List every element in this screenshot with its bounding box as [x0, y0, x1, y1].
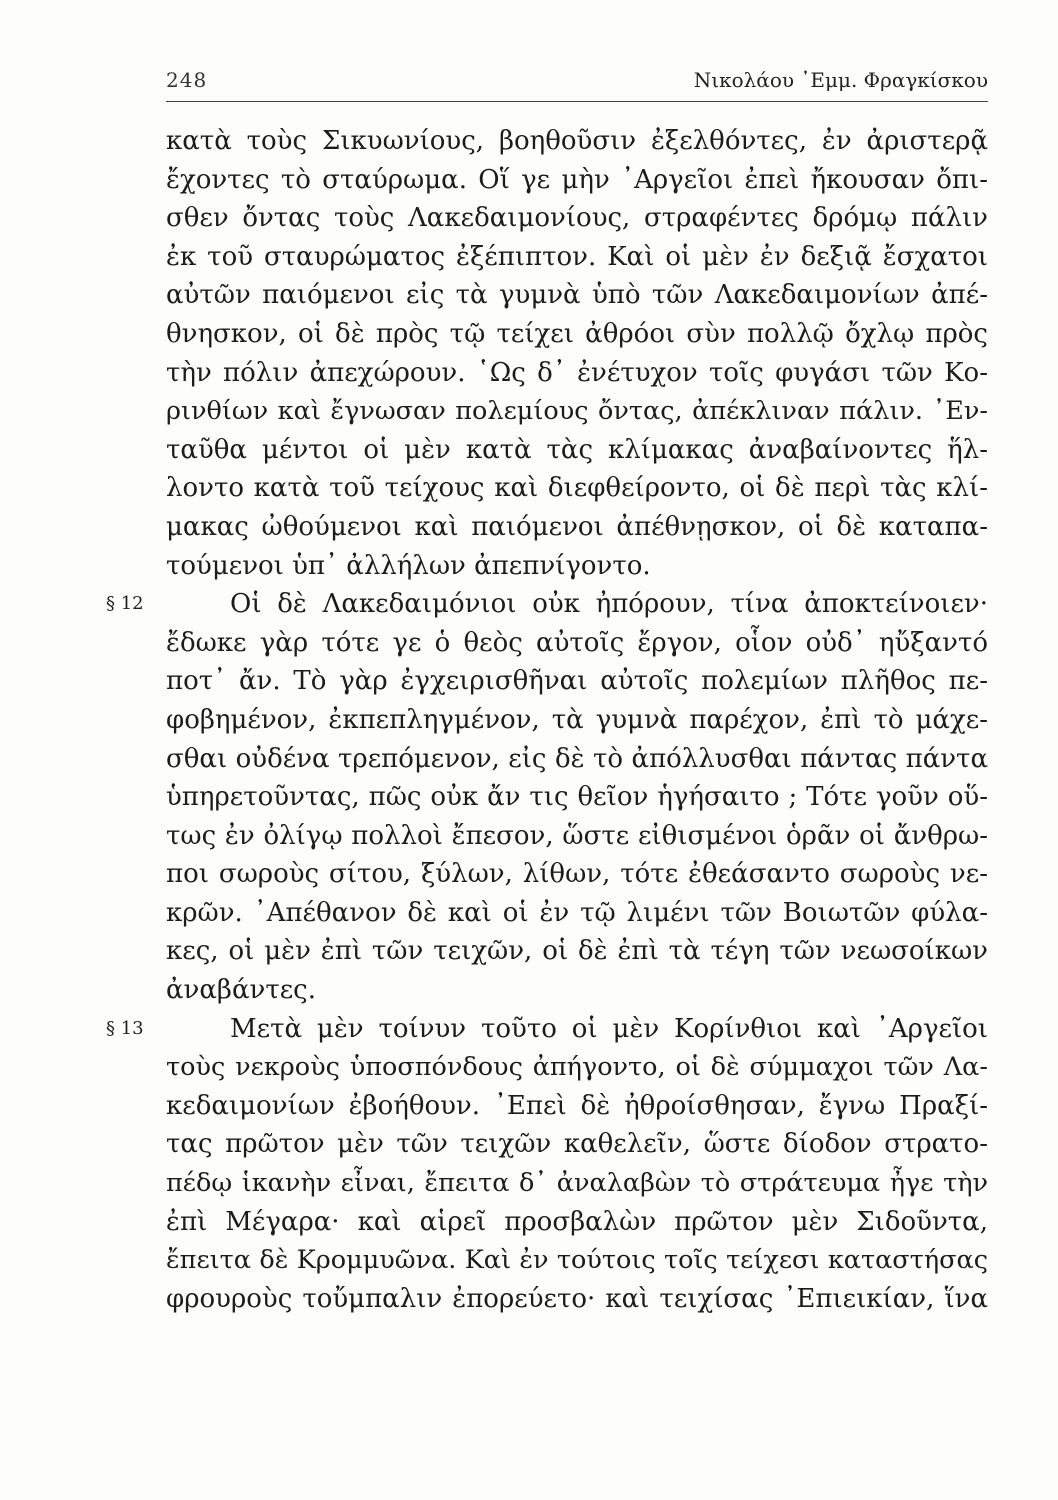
text-line: [166, 855, 988, 894]
line-text: ρινθίων καὶ ἔγνωσαν πολεμίους ὄντας, ἀπέκλιναν πάλιν. ᾿Εν-: [166, 396, 988, 427]
text-line: [166, 701, 988, 740]
text-line: [166, 1280, 988, 1319]
page-header: [166, 68, 988, 102]
text-line: [166, 1241, 988, 1280]
text-line: [166, 1203, 988, 1242]
text-line: [166, 1048, 988, 1087]
line-text: φρουροὺς τοὔμπαλιν ἐπορεύετο· καὶ τειχίσας ᾿Επιεικίαν, ἵνα: [166, 1283, 988, 1314]
line-text: σθαι οὐδένα τρεπόμενον, εἰς δὲ τὸ ἀπόλλυσθαι πάντας πάντα: [166, 743, 988, 774]
text-line: [166, 740, 988, 779]
line-text: τας πρῶτον μὲν τῶν τειχῶν καθελεῖν, ὥστε δίοδον στρατο-: [166, 1129, 988, 1160]
running-head: Νικολάου ᾿Εμμ. Φραγκίσκου: [693, 68, 988, 92]
line-text: ἐκ τοῦ σταυρώματος ἐξέπιπτον. Καὶ οἱ μὲν ἐν δεξιᾷ ἔσχατοι: [166, 241, 988, 272]
text-line: [166, 122, 988, 161]
line-text: κες, οἱ μὲν ἐπὶ τῶν τειχῶν, οἱ δὲ ἐπὶ τὰ τέγη τῶν νεωσοίκων: [166, 936, 988, 967]
text-line: [166, 431, 988, 470]
line-text: ἀναβάντες.: [166, 975, 316, 1006]
line-text: ὑπηρετοῦντας, πῶς οὐκ ἄν τις θεῖον ἡγήσαιτο ; Τότε γοῦν οὕ-: [166, 782, 988, 813]
section-marker: § 12: [106, 593, 144, 615]
text-line: [166, 276, 988, 315]
line-text: μακας ὠθούμενοι καὶ παιόμενοι ἀπέθνῃσκον, οἱ δὲ καταπα-: [166, 511, 988, 542]
line-text: Οἱ δὲ Λακεδαιμόνιοι οὐκ ἠπόρουν, τίνα ἀποκτείνοιεν·: [230, 589, 988, 620]
text-line: [166, 932, 988, 971]
line-text: θνησκον, οἱ δὲ πρὸς τῷ τείχει ἀθρόοι σὺν πολλῷ ὄχλῳ πρὸς: [166, 318, 988, 349]
text-line: [166, 392, 988, 431]
text-line: [166, 1125, 988, 1164]
line-text: λοντο κατὰ τοῦ τείχους καὶ διεφθείροντο, οἱ δὲ περὶ τὰς κλί-: [166, 473, 988, 504]
line-text: ἐπὶ Μέγαρα· καὶ αἱρεῖ προσβαλὼν πρῶτον μὲν Σιδοῦντα,: [166, 1206, 988, 1237]
line-text: Μετὰ μὲν τοίνυν τοῦτο οἱ μὲν Κορίνθιοι καὶ ᾿Αργεῖοι: [230, 1013, 988, 1044]
line-text: σθεν ὄντας τοὺς Λακεδαιμονίους, στραφέντες δρόμῳ πάλιν: [166, 203, 988, 234]
line-text: τούμενοι ὑπ᾿ ἀλλήλων ἀπεπνίγοντο.: [166, 550, 651, 581]
text-line: [166, 971, 988, 1010]
text-line: [106, 585, 988, 624]
line-text: αὐτῶν παιόμενοι εἰς τὰ γυμνὰ ὑπὸ τῶν Λακεδαιμονίων ἀπέ-: [166, 280, 988, 311]
text-line: [166, 469, 988, 508]
text-line: [166, 199, 988, 238]
text-line: [106, 1010, 988, 1049]
text-line: [166, 778, 988, 817]
text-line: [166, 817, 988, 856]
line-text: ἔχοντες τὸ σταύρωμα. Οἵ γε μὴν ᾿Αργεῖοι ἐπεὶ ἤκουσαν ὄπι-: [166, 164, 988, 195]
line-text: κρῶν. ᾿Απέθανον δὲ καὶ οἱ ἐν τῷ λιμένι τῶν Βοιωτῶν φύλα-: [166, 897, 988, 928]
text-line: [166, 894, 988, 933]
line-text: ἔπειτα δὲ Κρομμυῶνα. Καὶ ἐν τούτοις τοῖς τείχεσι καταστήσας: [166, 1245, 988, 1276]
line-text: ταῦθα μέντοι οἱ μὲν κατὰ τὰς κλίμακας ἀναβαίνοντες ἥλ-: [166, 434, 988, 465]
line-text: ποι σωροὺς σίτου, ξύλων, λίθων, τότε ἐθεάσαντο σωροὺς νε-: [166, 859, 988, 890]
text-line: [166, 238, 988, 277]
text-line: [166, 547, 988, 586]
line-text: τὴν πόλιν ἀπεχώρουν. ῾Ως δ᾿ ἐνέτυχον τοῖς φυγάσι τῶν Κο-: [166, 357, 988, 388]
section-marker: § 13: [106, 1017, 144, 1039]
text-line: [166, 161, 988, 200]
body-text: [106, 122, 988, 1318]
text-line: [166, 315, 988, 354]
line-text: τως ἐν ὀλίγῳ πολλοὶ ἔπεσον, ὥστε εἰθισμένοι ὁρᾶν οἱ ἄνθρω-: [166, 820, 988, 851]
line-text: ποτ᾿ ἄν. Τὸ γὰρ ἐγχειρισθῆναι αὐτοῖς πολεμίων πλῆθος πε-: [166, 666, 988, 697]
text-line: [166, 662, 988, 701]
page-number: 248: [166, 68, 208, 92]
line-text: κεδαιμονίων ἐβοήθουν. ᾿Επεὶ δὲ ἠθροίσθησαν, ἔγνω Πραξί-: [166, 1090, 988, 1121]
line-text: φοβημένον, ἐκπεπληγμένον, τὰ γυμνὰ παρέχον, ἐπὶ τὸ μάχε-: [166, 704, 988, 735]
text-line: [166, 354, 988, 393]
text-line: [166, 624, 988, 663]
text-line: [166, 1164, 988, 1203]
line-text: τοὺς νεκροὺς ὑποσπόνδους ἀπήγοντο, οἱ δὲ σύμμαχοι τῶν Λα-: [166, 1052, 988, 1083]
line-text: πέδῳ ἱκανὴν εἶναι, ἔπειτα δ᾿ ἀναλαβὼν τὸ στράτευμα ἦγε τὴν: [166, 1168, 988, 1199]
text-line: [166, 508, 988, 547]
line-text: κατὰ τοὺς Σικυωνίους, βοηθοῦσιν ἐξελθόντες, ἐν ἀριστερᾷ: [166, 126, 988, 156]
line-text: ἔδωκε γὰρ τότε γε ὁ θεὸς αὐτοῖς ἔργον, οἷον οὐδ᾿ ηὔξαντό: [166, 627, 988, 658]
text-line: [166, 1087, 988, 1126]
header-rule: [166, 101, 988, 102]
